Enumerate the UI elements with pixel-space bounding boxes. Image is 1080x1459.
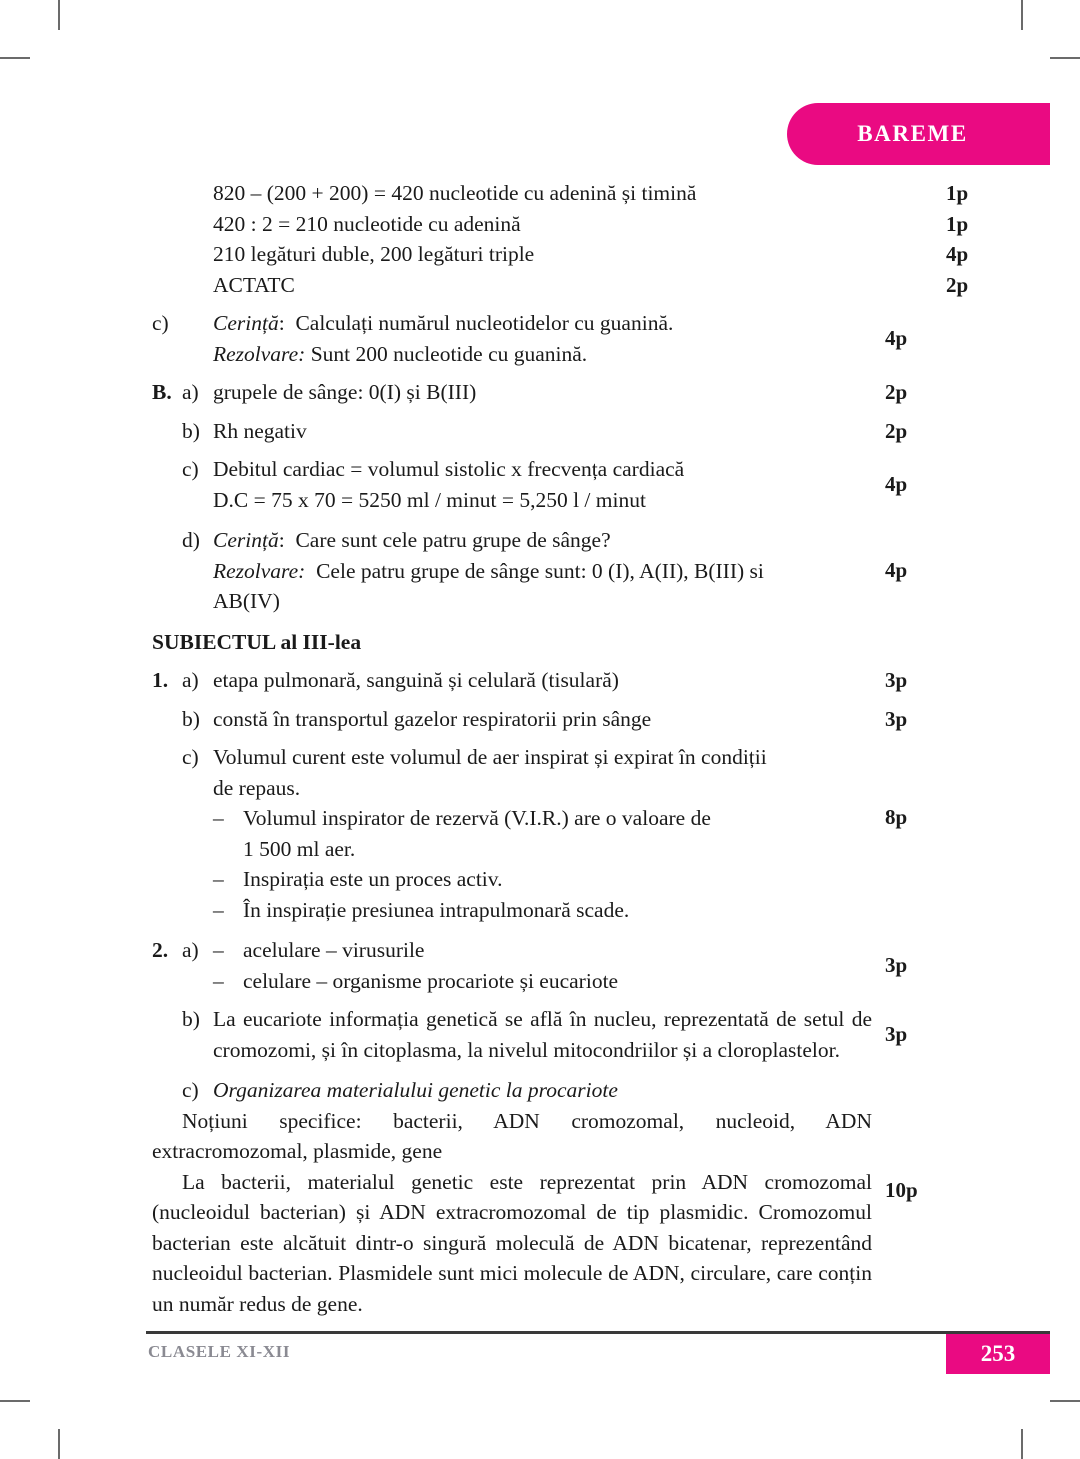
item-marker: a)	[182, 938, 199, 962]
answer-item-1-a	[152, 665, 1050, 696]
cerinta-label: Cerință	[213, 528, 279, 552]
bullet-text: acelulare – virusurile	[243, 938, 425, 962]
cerinta-separator: :	[278, 528, 285, 552]
spacer	[152, 556, 213, 587]
item-marker: c)	[152, 311, 169, 335]
page-footer	[146, 1331, 1050, 1376]
spacer	[152, 416, 182, 447]
calculation-line-text: 820 – (200 + 200) = 420 nucleotide cu adenină și timină	[213, 181, 697, 205]
item-marker: b)	[182, 418, 200, 443]
dash-icon: –	[213, 867, 224, 891]
answer-item-B-c	[152, 454, 1050, 515]
points-value: 2p	[946, 272, 969, 297]
points-value: 4p	[885, 558, 908, 582]
page-number-badge: 253	[946, 1334, 1050, 1374]
answer-text-continued: D.C = 75 x 70 = 5250 ml / minut = 5,250 l / minut	[213, 487, 646, 512]
answer-item-2-c	[152, 1075, 1050, 1319]
answer-item-B-b	[152, 416, 1050, 447]
bullet-text: În inspirație presiunea intrapulmonară scade.	[243, 897, 630, 922]
points-value: 3p	[885, 668, 908, 692]
cerinta-text: Calculați numărul nucleotidelor cu guanină.	[295, 311, 674, 335]
paragraph-bacteria: La bacterii, materialul genetic este reprezentat prin ADN cromozomal (nucleoidul bacterian) și ADN extracromozomal de tip plasmidic. Cromozomul bacterian este alcătuit dintr-o singură moleculă de ADN bicatenar, reprezentând nucleoidul bacterian. Plasmidele sunt mici molecule de ADN, circulare, care conțin un număr redus de gene.	[152, 1169, 872, 1316]
points-value: 2p	[885, 418, 908, 443]
rezolvare-text: Sunt 200 nucleotide cu guanină.	[310, 341, 588, 366]
answer-text-continued: de repaus.	[213, 775, 301, 800]
points-value: 3p	[885, 953, 908, 978]
answer-item-B-a	[152, 377, 1050, 408]
bullet-text: Volumul inspirator de rezervă (V.I.R.) are o valoare de	[243, 806, 711, 830]
section-marker-B: B.	[152, 380, 172, 404]
answer-text: Volumul curent este volumul de aer inspirat și expirat în condiții	[213, 745, 767, 769]
calculation-line-text: 210 legături duble, 200 legături triple	[213, 242, 535, 266]
dash-icon: –	[213, 806, 224, 830]
item-marker: c)	[182, 745, 199, 769]
points-value: 3p	[885, 706, 908, 731]
subject-heading: SUBIECTUL al III-lea	[152, 629, 362, 654]
answer-item-B-d	[152, 525, 1050, 617]
footer-label: CLASELE XI-XII	[148, 1342, 291, 1361]
rezolvare-text: Cele patru grupe de sânge sunt: 0 (I), A(II), B(III) si	[316, 558, 764, 583]
subsection-title: Organizarea materialului genetic la procariote	[213, 1078, 618, 1102]
item-marker: a)	[182, 668, 199, 692]
cerinta-label: Cerință	[213, 311, 279, 335]
bullet-item	[152, 864, 872, 895]
calculation-line	[152, 270, 1050, 301]
calculation-line-text: 420 : 2 = 210 nucleotide cu adenină	[213, 211, 521, 236]
bullet-item	[152, 895, 872, 926]
answer-item-1-b	[152, 704, 1050, 735]
bullet-item	[152, 803, 872, 834]
spacer	[152, 485, 213, 516]
spacer	[213, 834, 243, 865]
answer-item-2-a	[152, 935, 1050, 996]
item-marker: a)	[182, 380, 199, 404]
spacer	[152, 966, 213, 997]
spacer	[152, 454, 182, 485]
spacer	[152, 525, 182, 556]
answer-item-c	[152, 308, 1050, 369]
points-value: 2p	[885, 380, 908, 404]
rezolvare-label: Rezolvare:	[213, 558, 306, 583]
item-marker: b)	[182, 1007, 200, 1031]
section-marker-2: 2.	[152, 938, 169, 962]
points-value: 8p	[885, 805, 908, 829]
spacer	[152, 1075, 182, 1106]
section-marker-1: 1.	[152, 668, 169, 692]
answer-text: La eucariote informația genetică se află în nucleu, reprezentată de setul de cromozomi, și în citoplasma, la nivelul mitocondriilor și a cloroplastelor.	[213, 1007, 872, 1062]
points-value: 4p	[885, 326, 908, 351]
points-value: 1p	[946, 211, 969, 236]
dash-icon: –	[213, 968, 224, 993]
paragraph-notions: Noțiuni specifice: bacterii, ADN cromozomal, nucleoid, ADN extracromozomal, plasmide, gene	[152, 1108, 872, 1163]
answer-item-1-c	[152, 742, 1050, 925]
calculation-line	[152, 178, 1050, 209]
points-value: 10p	[885, 1178, 918, 1202]
cerinta-separator: :	[278, 311, 285, 335]
points-value: 4p	[885, 472, 908, 497]
spacer	[152, 339, 213, 370]
points-value: 3p	[885, 1022, 908, 1047]
bullet-text-continued: 1 500 ml aer.	[243, 836, 356, 861]
bullet-text: celulare – organisme procariote și eucariote	[243, 968, 619, 993]
answer-text: etapa pulmonară, sanguină și celulară (tisulară)	[213, 668, 619, 692]
calculation-line	[152, 239, 1050, 270]
item-marker: d)	[182, 528, 200, 552]
answer-item-2-b	[152, 1004, 1050, 1065]
item-marker: c)	[182, 1078, 199, 1102]
spacer	[152, 704, 182, 735]
dash-icon: –	[213, 897, 224, 922]
bareme-banner	[787, 103, 1050, 165]
dash-icon: –	[213, 938, 224, 962]
rezolvare-label: Rezolvare:	[213, 341, 306, 366]
bullet-item-continued	[152, 834, 872, 865]
calculation-line	[152, 209, 1050, 240]
spacer	[152, 1004, 182, 1065]
item-marker: b)	[182, 706, 200, 731]
answer-text: Debitul cardiac = volumul sistolic x frecvența cardiacă	[213, 457, 685, 481]
spacer	[152, 742, 182, 773]
spacer	[152, 586, 213, 617]
points-value: 4p	[946, 242, 969, 266]
bareme-banner-label: BAREME	[857, 121, 968, 146]
bullet-text: Inspirația este un proces activ.	[243, 867, 503, 891]
item-marker: c)	[182, 457, 199, 481]
spacer	[152, 773, 213, 804]
document-content	[152, 178, 1050, 1319]
answer-text: grupele de sânge: 0(I) și B(III)	[213, 380, 477, 404]
answer-text: constă în transportul gazelor respiratorii prin sânge	[213, 706, 652, 731]
calculation-line-text: ACTATC	[213, 272, 295, 297]
points-value: 1p	[946, 181, 969, 205]
answer-text: Rh negativ	[213, 418, 307, 443]
rezolvare-text-continued: AB(IV)	[213, 589, 280, 613]
cerinta-text: Care sunt cele patru grupe de sânge?	[295, 528, 611, 552]
